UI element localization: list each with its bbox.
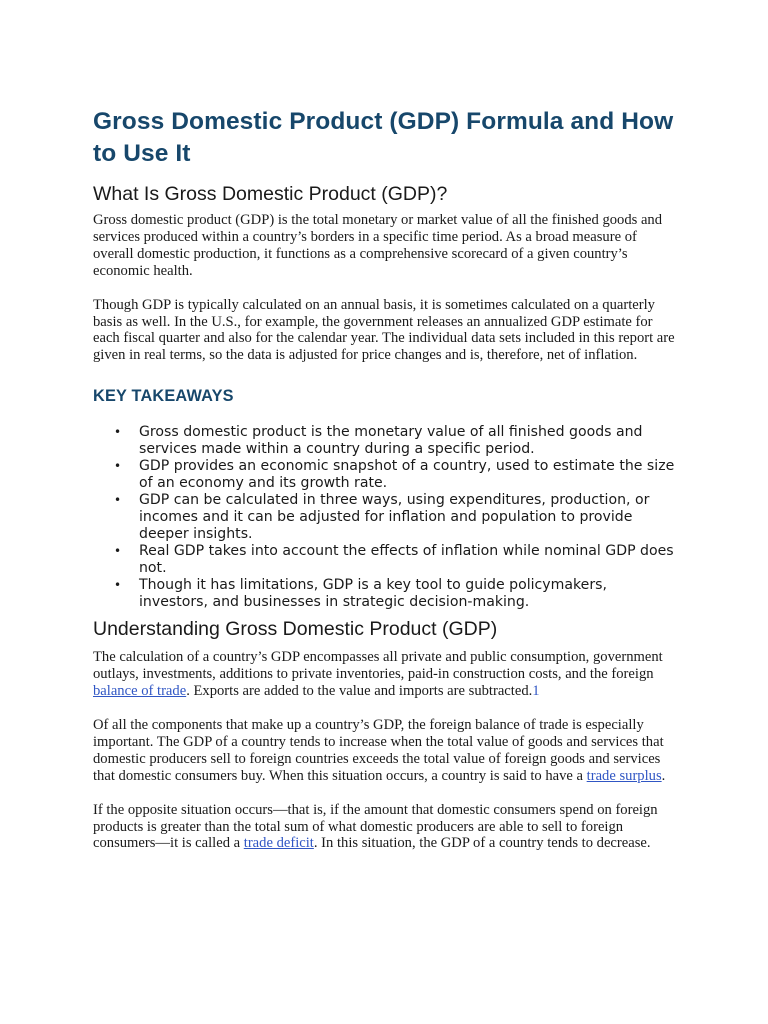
list-item-text: Gross domestic product is the monetary value of all finished goods and services made within a country during a specific period. xyxy=(139,424,643,458)
list-item-text: GDP can be calculated in three ways, using expenditures, production, or incomes and it can be adjusted for inflation and population to provide deeper insights. xyxy=(139,492,650,543)
bullet-icon: • xyxy=(114,578,122,593)
citation-link[interactable]: 1 xyxy=(532,683,540,700)
balance-of-trade-link[interactable]: balance of trade xyxy=(93,683,187,700)
section-heading-understanding-gdp: Understanding Gross Domestic Product (GDP) xyxy=(93,618,498,641)
paragraph-text: . Exports are added to the value and imports are subtracted. xyxy=(186,683,533,700)
bullet-icon: • xyxy=(114,493,122,508)
bullet-icon: • xyxy=(114,459,122,474)
trade-deficit-link[interactable]: trade deficit xyxy=(243,835,314,852)
list-item xyxy=(93,458,678,492)
paragraph-text: If the opposite situation occurs—that is, if the amount that domestic consumers spend on foreign products is greater than the total sum of what domestic producers are able to sell to foreign consumers—it is called a xyxy=(93,801,658,852)
paragraph-trade-surplus xyxy=(93,717,678,785)
paragraph-gdp-components xyxy=(93,649,678,700)
paragraph-text: The calculation of a country’s GDP encompasses all private and public consumption, government outlays, investments, additions to private inventories, paid-in construction costs, and the foreign xyxy=(93,649,663,683)
list-item-text: Real GDP takes into account the effects of inflation while nominal GDP does not. xyxy=(139,543,674,577)
bullet-icon: • xyxy=(114,425,122,440)
key-takeaways-heading: KEY TAKEAWAYS xyxy=(93,387,234,406)
list-item xyxy=(93,424,678,458)
list-item xyxy=(93,577,678,611)
list-item xyxy=(93,492,678,543)
paragraph-calculation-frequency: Though GDP is typically calculated on an annual basis, it is sometimes calculated on a quarterly basis as well. In the U.S., for example, the government releases an annualized GDP estimate for each fiscal quarter and also for the calendar year. The individual data sets included in this report are given in real terms, so the data is adjusted for price changes and is, therefore, net of inflation. xyxy=(93,296,675,364)
key-takeaways-list xyxy=(93,424,678,611)
document-page xyxy=(93,106,678,869)
list-item xyxy=(93,543,678,577)
trade-surplus-link[interactable]: trade surplus xyxy=(586,767,662,784)
bullet-icon: • xyxy=(114,544,122,559)
list-item-text: GDP provides an economic snapshot of a country, used to estimate the size of an economy and its growth rate. xyxy=(139,458,675,492)
paragraph-text: . xyxy=(661,767,666,784)
paragraph-text: . In this situation, the GDP of a country tends to decrease. xyxy=(313,835,651,852)
paragraph-definition: Gross domestic product (GDP) is the total monetary or market value of all the finished goods and services produced within a country’s borders in a specific time period. As a broad measure of overall domestic production, it functions as a comprehensive scorecard of a given country’s economic health. xyxy=(93,212,663,279)
list-item-text: Though it has limitations, GDP is a key tool to guide policymakers, investors, and businesses in strategic decision-making. xyxy=(139,577,607,611)
paragraph-trade-deficit xyxy=(93,802,678,853)
page-title: Gross Domestic Product (GDP) Formula and How to Use It xyxy=(93,108,674,167)
paragraph-text: Of all the components that make up a country’s GDP, the foreign balance of trade is especially important. The GDP of a country tends to increase when the total value of goods and services that domestic producers sell to foreign countries exceeds the total value of foreign goods and services that domestic consumers buy. When this situation occurs, a country is said to have a xyxy=(93,716,664,784)
section-heading-what-is-gdp: What Is Gross Domestic Product (GDP)? xyxy=(93,183,448,205)
